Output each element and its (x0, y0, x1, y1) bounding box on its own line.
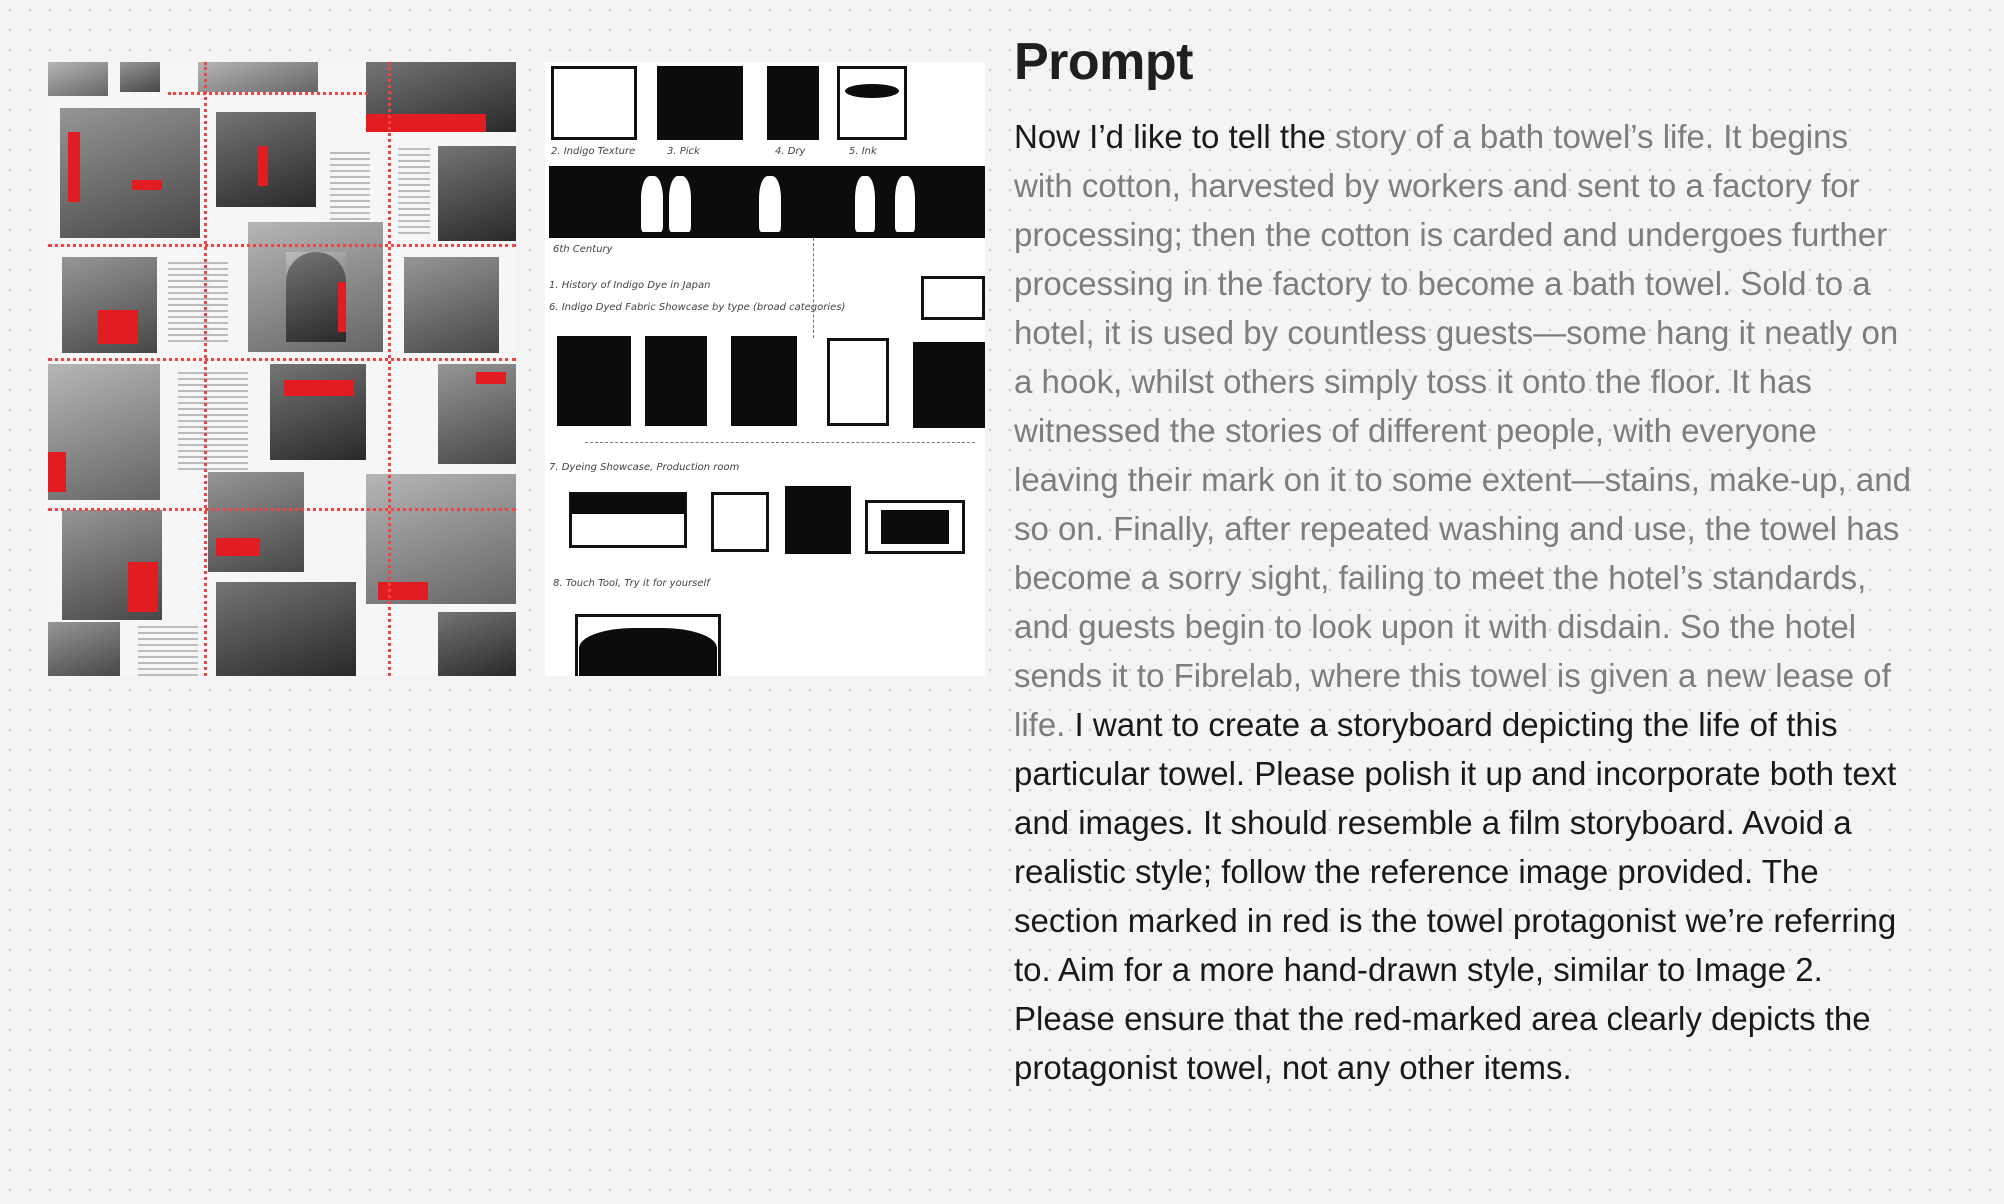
storyboard-note: 8. Touch Tool, Try it for yourself (553, 578, 710, 589)
storyboard-dashed-connector (585, 442, 975, 443)
storyboard-panel (731, 336, 797, 426)
reference-image-storyboard (545, 62, 985, 676)
storyboard-panel (921, 276, 985, 320)
towel-red-mark (258, 146, 268, 186)
prompt-request-text: I want to create a storyboard depicting the life of this particular towel. Please polish it up and incorporate both text and images. It should resemble a film storyboard. Avoid a realistic style; follow the reference image provided. The section marked in red is the towel protagonist we’re referring to. Aim for a more hand-drawn style, similar to Image 2. Please ensure that the red-marked area clearly depicts the protagonist towel, not any other items. (1014, 706, 1897, 1086)
collage-dotted-line (388, 62, 391, 676)
towel-red-mark (48, 452, 66, 492)
storyboard-panel (837, 66, 907, 140)
storyboard-note: 6th Century (553, 244, 613, 255)
collage-caption (398, 148, 430, 238)
collage-dotted-line (204, 62, 207, 676)
towel-red-mark (338, 282, 346, 332)
storyboard-dashed-connector (813, 238, 814, 338)
collage-photo (198, 62, 318, 92)
storyboard-note: 6. Indigo Dyed Fabric Showcase by type (broad categories) (549, 302, 846, 313)
prompt-section (1014, 28, 1914, 1092)
storyboard-note: 4. Dry (775, 146, 806, 157)
towel-red-mark (128, 562, 158, 612)
collage-dotted-line (48, 508, 516, 511)
collage-photo (438, 612, 516, 676)
towel-red-mark (132, 180, 162, 190)
towel-red-mark (216, 538, 260, 556)
collage-caption (138, 626, 198, 676)
reference-image-collage (48, 62, 516, 676)
collage-photo (48, 62, 108, 96)
collage-dotted-line (168, 92, 368, 95)
collage-photo (60, 108, 200, 238)
towel-red-mark (476, 372, 506, 384)
storyboard-panel (551, 66, 637, 140)
towel-red-mark (284, 380, 354, 396)
collage-photo (216, 582, 356, 676)
storyboard-panel (711, 492, 769, 552)
prompt-intro-text: Now I’d like to tell the (1014, 118, 1335, 155)
storyboard-figure (895, 176, 915, 232)
storyboard-tub (579, 628, 717, 676)
storyboard-note: 5. Ink (849, 146, 877, 157)
towel-red-mark (366, 114, 486, 132)
storyboard-panel (827, 338, 889, 426)
storyboard-panel (657, 66, 743, 140)
storyboard-figure (669, 176, 691, 232)
storyboard-panel (767, 66, 819, 140)
storyboard-note: 2. Indigo Texture (551, 146, 636, 157)
collage-photo (270, 364, 366, 460)
prompt-body (1014, 112, 1914, 1092)
collage-photo (438, 146, 516, 241)
collage-caption (168, 262, 228, 342)
collage-photo (208, 472, 304, 572)
collage-photo (120, 62, 160, 92)
storyboard-panel (913, 342, 985, 428)
storyboard-figure (641, 176, 663, 232)
storyboard-figure (855, 176, 875, 232)
collage-caption (330, 152, 370, 232)
storyboard-panel (645, 336, 707, 426)
towel-red-mark (68, 132, 80, 202)
storyboard-panel (557, 336, 631, 426)
collage-dotted-line (48, 358, 516, 361)
collage-photo (286, 252, 346, 342)
storyboard-note: 1. History of Indigo Dye in Japan (549, 280, 711, 291)
collage-caption (178, 372, 248, 472)
storyboard-panel (785, 486, 851, 554)
storyboard-note: 3. Pick (667, 146, 700, 157)
storyboard-note: 7. Dyeing Showcase, Production room (549, 462, 740, 473)
storyboard-panel-fill (571, 494, 685, 514)
prompt-title: Prompt (1014, 33, 1193, 91)
prompt-story-text: story of a bath towel’s life. It begins with cotton, harvested by workers and sent to a factory for processing; then the cotton is carded and undergoes further processing in the factory to become a bath towel. Sold to a hotel, it is used by countless guests—some hang it neatly on a hook, whilst others simply toss it onto the floor. It has witnessed the stories of different people, with everyone leaving their mark on it to some extent—stains, make-up, and so on. Finally, after repeated washing and use, the towel has become a sorry sight, failing to meet the hotel’s standards, and guests begin to look upon it with disdain. So the hotel sends it to Fibrelab, where this towel is given a new lease of life. (1014, 118, 1911, 743)
storyboard-bowl (845, 84, 899, 98)
collage-photo (404, 257, 499, 353)
collage-dotted-line (48, 244, 516, 247)
storyboard-panel-fill (881, 510, 949, 544)
towel-red-mark (378, 582, 428, 600)
storyboard-figure (759, 176, 781, 232)
towel-red-mark (98, 310, 138, 344)
collage-photo (48, 622, 120, 676)
